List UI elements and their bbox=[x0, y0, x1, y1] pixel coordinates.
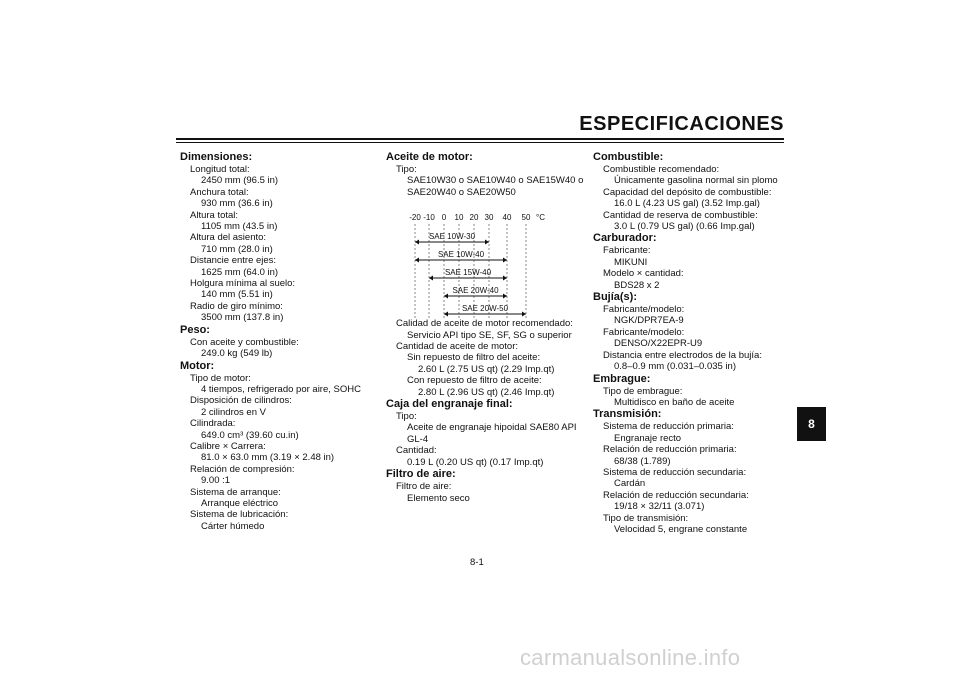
spec-line: 4 tiempos, refrigerado por aire, SOHC bbox=[201, 383, 361, 395]
spec-line: SAE20W40 o SAE20W50 bbox=[407, 186, 516, 198]
spec-line: Altura del asiento: bbox=[190, 232, 267, 244]
chart-tick-label: 0 bbox=[441, 213, 447, 222]
spec-line: Distancie entre ejes: bbox=[190, 255, 277, 267]
spec-line: Calidad de aceite de motor recomendado: bbox=[396, 318, 573, 330]
spec-line: Longitud total: bbox=[190, 164, 250, 175]
chart-ranges bbox=[415, 232, 526, 317]
spec-line: Tipo de motor: bbox=[190, 372, 251, 384]
spec-line: Relación de compresión: bbox=[190, 463, 295, 475]
spec-line: Sin repuesto de filtro del aceite: bbox=[407, 352, 541, 364]
spec-line: Fabricante/modelo: bbox=[603, 304, 685, 316]
chart-tick-label: 10 bbox=[454, 213, 464, 222]
spec-line: 710 mm (28.0 in) bbox=[201, 243, 273, 255]
section-heading: Motor: bbox=[180, 359, 215, 372]
chart-tick-label: 50 bbox=[521, 213, 531, 222]
section-heading: Peso: bbox=[180, 323, 210, 336]
spec-line: 649.0 cm³ (39.60 cu.in) bbox=[201, 429, 299, 441]
spec-line: Filtro de aire: bbox=[396, 481, 452, 493]
spec-line: NGK/DPR7EA-9 bbox=[614, 315, 684, 327]
spec-line: Cardán bbox=[614, 478, 646, 490]
section-heading: Transmisión: bbox=[593, 408, 662, 421]
chart-tick-label: 30 bbox=[484, 213, 494, 222]
chart-tick-label: -10 bbox=[423, 213, 435, 222]
spec-line: 930 mm (36.6 in) bbox=[201, 198, 273, 210]
spec-line: 1625 mm (64.0 in) bbox=[201, 266, 279, 278]
spec-line: SAE10W30 o SAE10W40 o SAE15W40 o bbox=[407, 175, 584, 187]
spec-line: 2.60 L (2.75 US qt) (2.29 Imp.qt) bbox=[418, 363, 555, 375]
spec-line: Servicio API tipo SE, SF, SG o superior bbox=[407, 329, 572, 341]
spec-line: 140 mm (5.51 in) bbox=[201, 289, 273, 301]
spec-line: Cantidad: bbox=[396, 445, 437, 457]
chart-range-label: SAE 20W-40 bbox=[452, 286, 499, 295]
column-right bbox=[593, 151, 783, 535]
chart-tick-label: -20 bbox=[409, 213, 421, 222]
section-heading: Embrague: bbox=[593, 372, 651, 385]
chart-range-label: SAE 15W-40 bbox=[444, 268, 492, 277]
spec-line: 249.0 kg (549 lb) bbox=[201, 348, 273, 360]
spec-line: 2 cilindros en V bbox=[201, 406, 266, 418]
spec-line: Con repuesto de filtro de aceite: bbox=[407, 375, 542, 387]
spec-line: Combustible recomendado: bbox=[603, 164, 720, 175]
spec-line: Cárter húmedo bbox=[201, 520, 265, 532]
column-middle-top bbox=[386, 151, 584, 198]
spec-line: 19/18 × 32/11 (3.071) bbox=[614, 501, 705, 513]
spec-line: Cantidad de reserva de combustible: bbox=[603, 209, 758, 221]
spec-line: Modelo × cantidad: bbox=[603, 268, 684, 280]
spec-line: Con aceite y combustible: bbox=[190, 336, 299, 348]
spec-line: Capacidad del depósito de combustible: bbox=[603, 186, 772, 198]
chart-range-label: SAE 10W-30 bbox=[428, 232, 476, 241]
spec-line: 81.0 × 63.0 mm (3.19 × 2.48 in) bbox=[201, 452, 335, 464]
spec-line: Velocidad 5, engrane constante bbox=[614, 523, 748, 535]
spec-line: GL-4 bbox=[407, 433, 429, 445]
section-heading: Aceite de motor: bbox=[386, 151, 473, 163]
spec-line: 1105 mm (43.5 in) bbox=[201, 221, 278, 233]
spec-line: Tipo de transmisión: bbox=[603, 512, 689, 524]
spec-line: 68/38 (1.789) bbox=[614, 455, 671, 467]
spec-line: Calibre × Carrera: bbox=[190, 440, 266, 452]
spec-line: Elemento seco bbox=[407, 492, 470, 504]
chart-unit-label: °C bbox=[536, 213, 545, 222]
section-heading: Dimensiones: bbox=[180, 151, 253, 163]
spec-line: 16.0 L (4.23 US gal) (3.52 Imp.gal) bbox=[614, 198, 760, 210]
section-heading: Caja del engranaje final: bbox=[386, 398, 513, 411]
chapter-tab[interactable]: 8 bbox=[797, 407, 826, 441]
spec-line: 2.80 L (2.96 US qt) (2.46 Imp.qt) bbox=[418, 386, 555, 398]
section-heading: Filtro de aire: bbox=[386, 468, 456, 481]
watermark: carmanualsonline.info bbox=[520, 645, 741, 670]
spec-line: Cilindrada: bbox=[190, 418, 236, 430]
spec-line: Holgura mínima al suelo: bbox=[190, 278, 296, 290]
section-heading: Bujía(s): bbox=[593, 291, 637, 304]
column-left bbox=[180, 151, 370, 532]
spec-line: Tipo: bbox=[396, 164, 417, 175]
spec-line: Aceite de engranaje hipoidal SAE80 API bbox=[407, 422, 577, 434]
spec-line: 3.0 L (0.79 US gal) (0.66 Imp.gal) bbox=[614, 221, 755, 233]
spec-line: Altura total: bbox=[190, 209, 239, 221]
chart-range-arrowhead bbox=[444, 294, 448, 299]
spec-line: Tipo de embrague: bbox=[603, 385, 683, 397]
spec-line: Sistema de arranque: bbox=[190, 486, 281, 498]
spec-line: Multidisco en baño de aceite bbox=[614, 396, 735, 408]
spec-line: Cantidad de aceite de motor: bbox=[396, 341, 518, 353]
spec-line: 3500 mm (137.8 in) bbox=[201, 312, 284, 324]
section-heading: Carburador: bbox=[593, 232, 657, 245]
spec-line: Relación de reducción primaria: bbox=[603, 444, 737, 456]
spec-line: Radio de giro mínimo: bbox=[190, 300, 283, 312]
spec-line: Arranque eléctrico bbox=[201, 497, 279, 509]
spec-line: Distancia entre electrodos de la bujía: bbox=[603, 349, 762, 361]
spec-line: Disposición de cilindros: bbox=[190, 395, 292, 407]
title-rule-thin bbox=[176, 142, 784, 143]
page-number: 8-1 bbox=[470, 557, 484, 568]
spec-line: Engranaje recto bbox=[614, 432, 682, 444]
spec-line: BDS28 x 2 bbox=[614, 279, 660, 291]
chart-range-arrowhead bbox=[429, 276, 433, 281]
chart-tick-label: 40 bbox=[502, 213, 512, 222]
spec-line: Fabricante: bbox=[603, 245, 651, 257]
spec-line: Relación de reducción secundaria: bbox=[603, 489, 749, 501]
chart-range-arrowhead bbox=[415, 258, 419, 263]
chart-range-arrowhead bbox=[503, 276, 507, 281]
chart-tick-label: 20 bbox=[469, 213, 479, 222]
spec-line: Únicamente gasolina normal sin plomo bbox=[614, 175, 778, 187]
spec-line: 2450 mm (96.5 in) bbox=[201, 175, 279, 187]
spec-line: Anchura total: bbox=[190, 186, 249, 198]
spec-line: Fabricante/modelo: bbox=[603, 326, 685, 338]
chart-range-arrowhead bbox=[503, 258, 507, 263]
chart-range-arrowhead bbox=[485, 240, 489, 245]
spec-line: Sistema de lubricación: bbox=[190, 509, 289, 521]
title-rule bbox=[176, 138, 784, 140]
spec-line: 0.8–0.9 mm (0.031–0.035 in) bbox=[614, 361, 736, 373]
chart-range-arrowhead bbox=[444, 312, 448, 317]
spec-line: DENSO/X22EPR-U9 bbox=[614, 338, 703, 350]
oil-viscosity-chart bbox=[405, 210, 555, 322]
chart-range-arrowhead bbox=[522, 312, 526, 317]
spec-line: 0.19 L (0.20 US qt) (0.17 Imp.qt) bbox=[407, 456, 544, 468]
spec-line: 9.00 :1 bbox=[201, 475, 231, 487]
section-heading: Combustible: bbox=[593, 151, 664, 163]
spec-line: Sistema de reducción secundaria: bbox=[603, 466, 747, 478]
column-middle bbox=[386, 151, 584, 504]
chart-range-label: SAE 10W-40 bbox=[437, 250, 485, 259]
page-title: ESPECIFICACIONES bbox=[579, 113, 784, 135]
spec-line: Tipo: bbox=[396, 411, 417, 423]
spec-line: Sistema de reducción primaria: bbox=[603, 421, 734, 433]
spec-line: MIKUNI bbox=[614, 256, 648, 268]
chart-range-arrowhead bbox=[415, 240, 419, 245]
column-middle-bottom bbox=[386, 318, 584, 504]
chart-range-arrowhead bbox=[503, 294, 507, 299]
chart-range-label: SAE 20W-50 bbox=[461, 304, 509, 313]
